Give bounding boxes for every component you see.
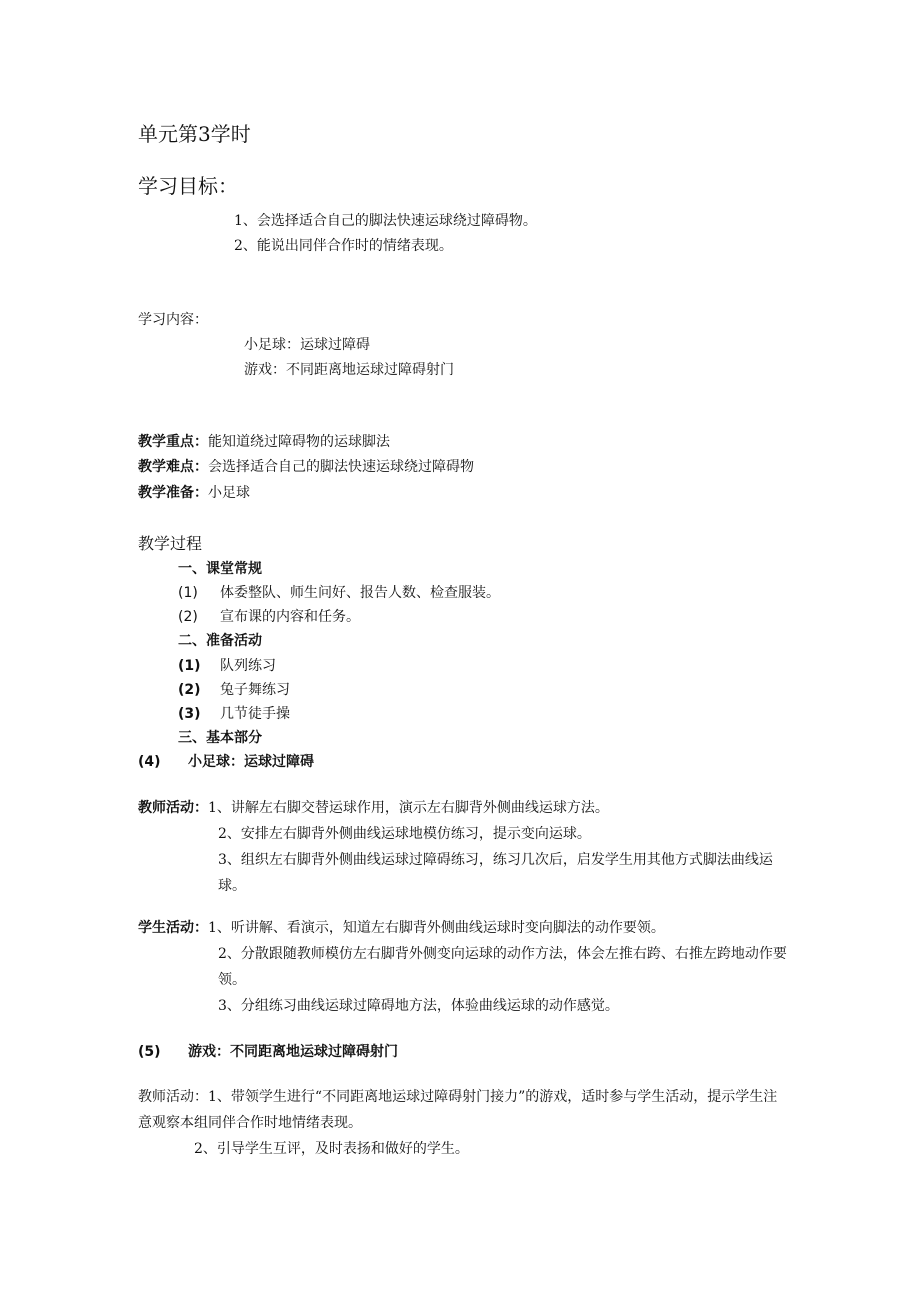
content-heading: 学习内容： [138, 312, 208, 328]
student-activity [138, 915, 788, 1019]
process-heading: 教学过程 [138, 534, 203, 553]
key-point-value: 能知道绕过障碍物的运球脚法 [208, 434, 390, 450]
list-item [178, 655, 276, 675]
unit-title: 单元第3学时 [138, 122, 251, 146]
activity-line: 2、安排左右脚背外侧曲线运球地模仿练习，提示变向运球。 [218, 826, 591, 842]
key-point-label: 教学重点： [138, 434, 208, 450]
list-item [178, 606, 360, 626]
item-text: 队列练习 [220, 658, 276, 674]
key-point-label: 教学准备： [138, 485, 208, 501]
activity-line: 2、引导学生互评，及时表扬和做好的学生。 [194, 1141, 469, 1157]
key-point-value: 会选择适合自己的脚法快速运球绕过障碍物 [208, 459, 474, 475]
objective-item: 2、能说出同伴合作时的情绪表现。 [234, 238, 453, 254]
list-item [138, 1041, 398, 1061]
item-text: 兔子舞练习 [220, 682, 290, 698]
teacher-activity [138, 795, 788, 899]
item-number: (4) [138, 754, 161, 770]
activity-label: 教师活动： [138, 800, 208, 816]
activity-label: 学生活动： [138, 920, 208, 936]
key-point-label: 教学难点： [138, 459, 208, 475]
section-title: 一、课堂常规 [178, 561, 262, 577]
item-number: (5) [138, 1044, 161, 1060]
objective-item: 1、会选择适合自己的脚法快速运球绕过障碍物。 [234, 213, 537, 229]
item-number: (2) [178, 609, 198, 625]
list-item [178, 679, 290, 699]
list-item [138, 751, 314, 771]
activity-line: 3、组织左右脚背外侧曲线运球过障碍练习，练习几次后，启发学生用其他方式脚法曲线运球。 [218, 852, 773, 894]
item-text: 小足球：运球过障碍 [188, 754, 314, 770]
section-title: 二、准备活动 [178, 633, 262, 649]
item-number: (1) [178, 658, 201, 674]
key-point-row [138, 431, 390, 451]
item-number: (2) [178, 682, 201, 698]
activity-label: 教师活动： [138, 1089, 208, 1105]
activity-line: 1、听讲解、看演示，知道左右脚背外侧曲线运球时变向脚法的动作要领。 [208, 920, 665, 936]
item-text: 游戏：不同距离地运球过障碍射门 [188, 1044, 398, 1060]
objectives-heading: 学习目标： [138, 174, 238, 198]
item-number: (1) [178, 585, 198, 601]
item-number: (3) [178, 706, 201, 722]
item-text: 体委整队、师生问好、报告人数、检查服装。 [220, 585, 500, 601]
teacher-activity-game [138, 1084, 788, 1162]
activity-line: 3、分组练习曲线运球过障碍地方法，体验曲线运球的动作感觉。 [218, 998, 619, 1014]
key-point-row [138, 456, 474, 476]
content-item: 游戏：不同距离地运球过障碍射门 [244, 362, 454, 378]
key-point-value: 小足球 [208, 485, 250, 501]
activity-line: 1、讲解左右脚交替运球作用，演示左右脚背外侧曲线运球方法。 [208, 800, 609, 816]
key-point-row [138, 482, 250, 502]
list-item [178, 703, 290, 723]
activity-line: 1、带领学生进行“不同距离地运球过障碍射门接力”的游戏，适时参与学生活动，提示学生注意观察本组同伴合作时地情绪表现。 [138, 1089, 778, 1131]
item-text: 几节徒手操 [220, 706, 290, 722]
list-item [178, 582, 500, 602]
item-text: 宣布课的内容和任务。 [220, 609, 360, 625]
activity-line: 2、分散跟随教师模仿左右脚背外侧变向运球的动作方法，体会左推右跨、右推左跨地动作要领。 [218, 946, 787, 988]
content-item: 小足球：运球过障碍 [244, 337, 370, 353]
section-title: 三、基本部分 [178, 730, 262, 746]
